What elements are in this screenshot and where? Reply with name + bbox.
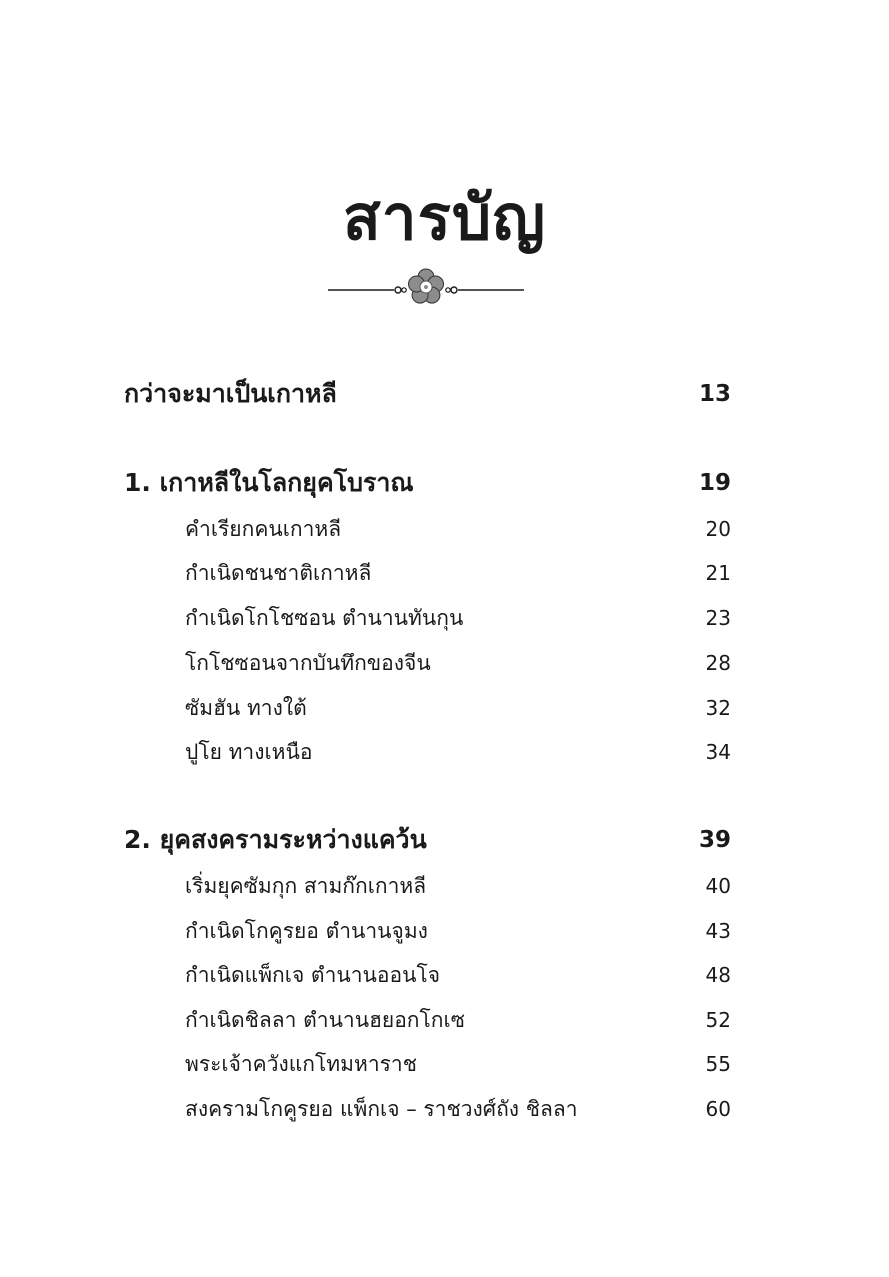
toc-entry-title: 2. ยุคสงครามระหว่างแคว้น — [124, 825, 427, 854]
toc-entry-page: 39 — [698, 827, 731, 853]
toc-entry-title: ซัมฮัน ทางใต้ — [185, 696, 307, 720]
toc-entry-page: 34 — [705, 740, 731, 764]
toc-entry-title: พระเจ้าควังแกโทมหาราช — [185, 1052, 417, 1076]
toc-entry — [0, 1089, 889, 1129]
toc-entry — [0, 643, 889, 683]
toc-entry — [0, 911, 889, 951]
toc-entry-page: 20 — [705, 517, 731, 541]
toc-entry-title: คำเรียกคนเกาหลี — [185, 517, 342, 541]
toc-entry — [0, 1044, 889, 1084]
toc-entry-page: 48 — [705, 963, 731, 987]
toc-entry — [0, 820, 889, 860]
toc-entry-page: 13 — [698, 381, 731, 407]
toc-entry-title: กำเนิดโกโชซอน ตำนานทันกุน — [185, 606, 464, 630]
page-title: สารบัญ — [342, 181, 547, 254]
toc-entry — [0, 509, 889, 549]
toc-entry-page: 19 — [698, 470, 731, 496]
toc-entry-title: ปูโย ทางเหนือ — [185, 740, 313, 764]
toc-entry — [0, 553, 889, 593]
toc-entry-page: 40 — [705, 874, 731, 898]
toc-entry-title: กำเนิดแพ็กเจ ตำนานออนโจ — [185, 963, 441, 987]
toc-entry-title: สงครามโกคูรยอ แพ็กเจ – ราชวงศ์ถัง ชิลลา — [185, 1097, 578, 1121]
toc-entry-page: 52 — [705, 1008, 731, 1032]
toc-entry — [0, 463, 889, 503]
toc-entry-title: 1. เกาหลีในโลกยุคโบราณ — [124, 468, 414, 497]
toc-entry-page: 28 — [705, 651, 731, 675]
toc-entry-page: 60 — [705, 1097, 731, 1121]
toc-entry — [0, 1000, 889, 1040]
toc-entry — [0, 732, 889, 772]
toc-entry — [0, 374, 889, 414]
toc-entry-title: โกโชซอนจากบันทึกของจีน — [185, 651, 431, 675]
toc-entry-title: กำเนิดชนชาติเกาหลี — [185, 561, 372, 585]
toc-entry-title: กำเนิดชิลลา ตำนานฮยอกโกเซ — [185, 1008, 465, 1032]
toc-entry-page: 55 — [705, 1052, 731, 1076]
toc-entry-title: เริ่มยุคซัมกุก สามก๊กเกาหลี — [185, 874, 427, 898]
toc-entry-page: 23 — [705, 606, 731, 630]
toc-entry-page: 32 — [705, 696, 731, 720]
toc-entry — [0, 955, 889, 995]
toc-entry-title: กำเนิดโกคูรยอ ตำนานจูมง — [185, 919, 428, 943]
toc-entry — [0, 688, 889, 728]
toc-entry — [0, 598, 889, 638]
toc-entry-title: กว่าจะมาเป็นเกาหลี — [124, 379, 337, 408]
toc-entry — [0, 866, 889, 906]
toc-entry-page: 43 — [705, 919, 731, 943]
flower-divider-icon — [326, 264, 526, 308]
toc-entry-page: 21 — [705, 561, 731, 585]
